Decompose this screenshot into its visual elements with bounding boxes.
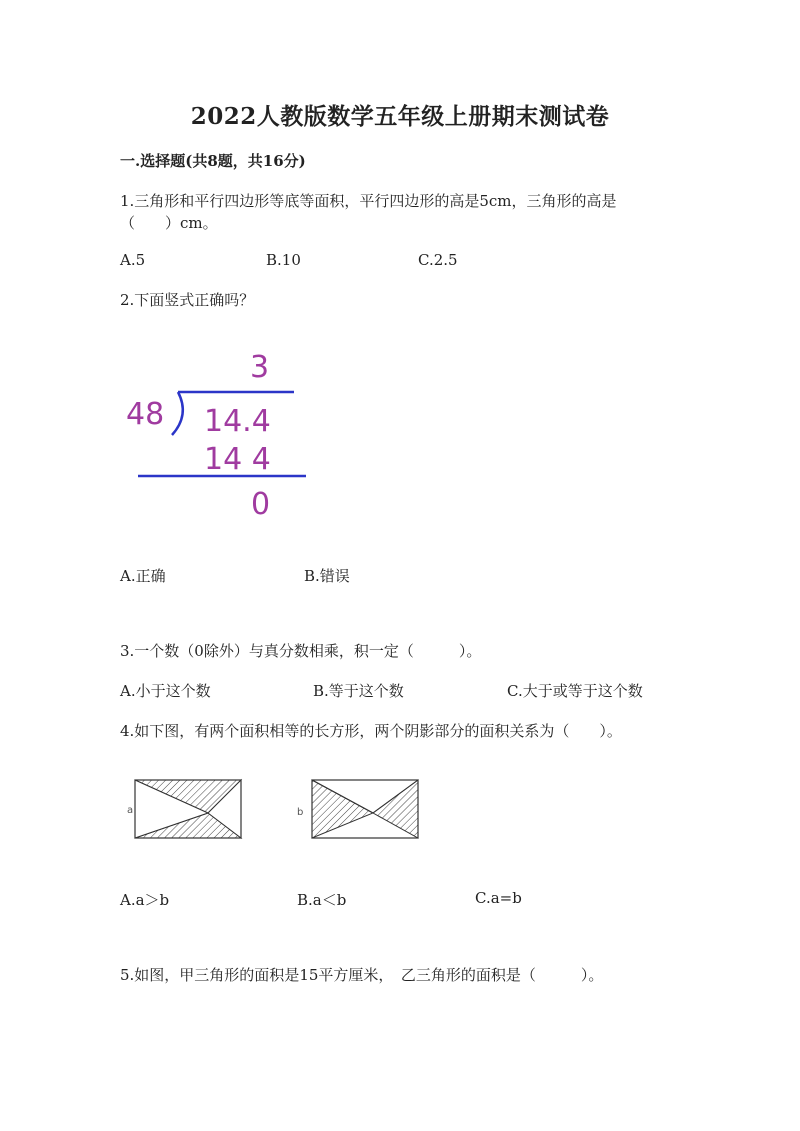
question-1-option-c: C.2.5: [418, 251, 458, 269]
quotient-digit: 3: [250, 350, 270, 385]
question-3-option-b: B.等于这个数: [313, 682, 404, 700]
label-b: b: [297, 807, 304, 818]
question-2-text: 2.下面竖式正确吗？: [120, 291, 255, 309]
rectangle-a: [135, 780, 241, 838]
question-4-option-a: A.a＞b: [120, 891, 170, 909]
dividend-value: 14.4: [204, 404, 271, 439]
question-1-option-a: A.5: [120, 251, 146, 269]
remainder-value: 0: [251, 487, 271, 522]
rectangle-b: [312, 780, 418, 838]
question-2-option-a: A.正确: [120, 567, 166, 585]
product-value: 14 4: [204, 442, 271, 477]
label-a: a: [127, 805, 134, 816]
page-title: 2022人教版数学五年级上册期末测试卷: [190, 103, 610, 130]
question-4-text: 4.如下图，有两个面积相等的长方形，两个阴影部分的面积关系为（ ）。: [120, 722, 622, 740]
division-bracket: [172, 392, 183, 435]
long-division-figure: [120, 345, 320, 535]
question-4-option-b: B.a＜b: [297, 891, 347, 909]
divisor-value: 48: [126, 397, 165, 432]
question-1-option-b: B.10: [266, 251, 301, 269]
section-heading: 一.选择题(共8题，共16分): [120, 152, 306, 170]
question-5-text: 5.如图，甲三角形的面积是15平方厘米， 乙三角形的面积是（ ）。: [120, 966, 604, 984]
rectangles-figure: [120, 776, 440, 846]
question-3-text: 3.一个数（0除外）与真分数相乘，积一定（ ）。: [120, 642, 482, 660]
rectangles-drawing: [120, 776, 440, 846]
question-1-text-cont: （ ）cm。: [120, 214, 218, 232]
question-3-option-c: C.大于或等于这个数: [507, 682, 643, 700]
question-4-option-c: C.a=b: [475, 889, 522, 907]
question-1-text: 1.三角形和平行四边形等底等面积，平行四边形的高是5cm，三角形的高是: [120, 192, 617, 210]
question-3-option-a: A.小于这个数: [120, 682, 211, 700]
question-2-option-b: B.错误: [304, 567, 350, 585]
division-lines: [120, 345, 320, 535]
